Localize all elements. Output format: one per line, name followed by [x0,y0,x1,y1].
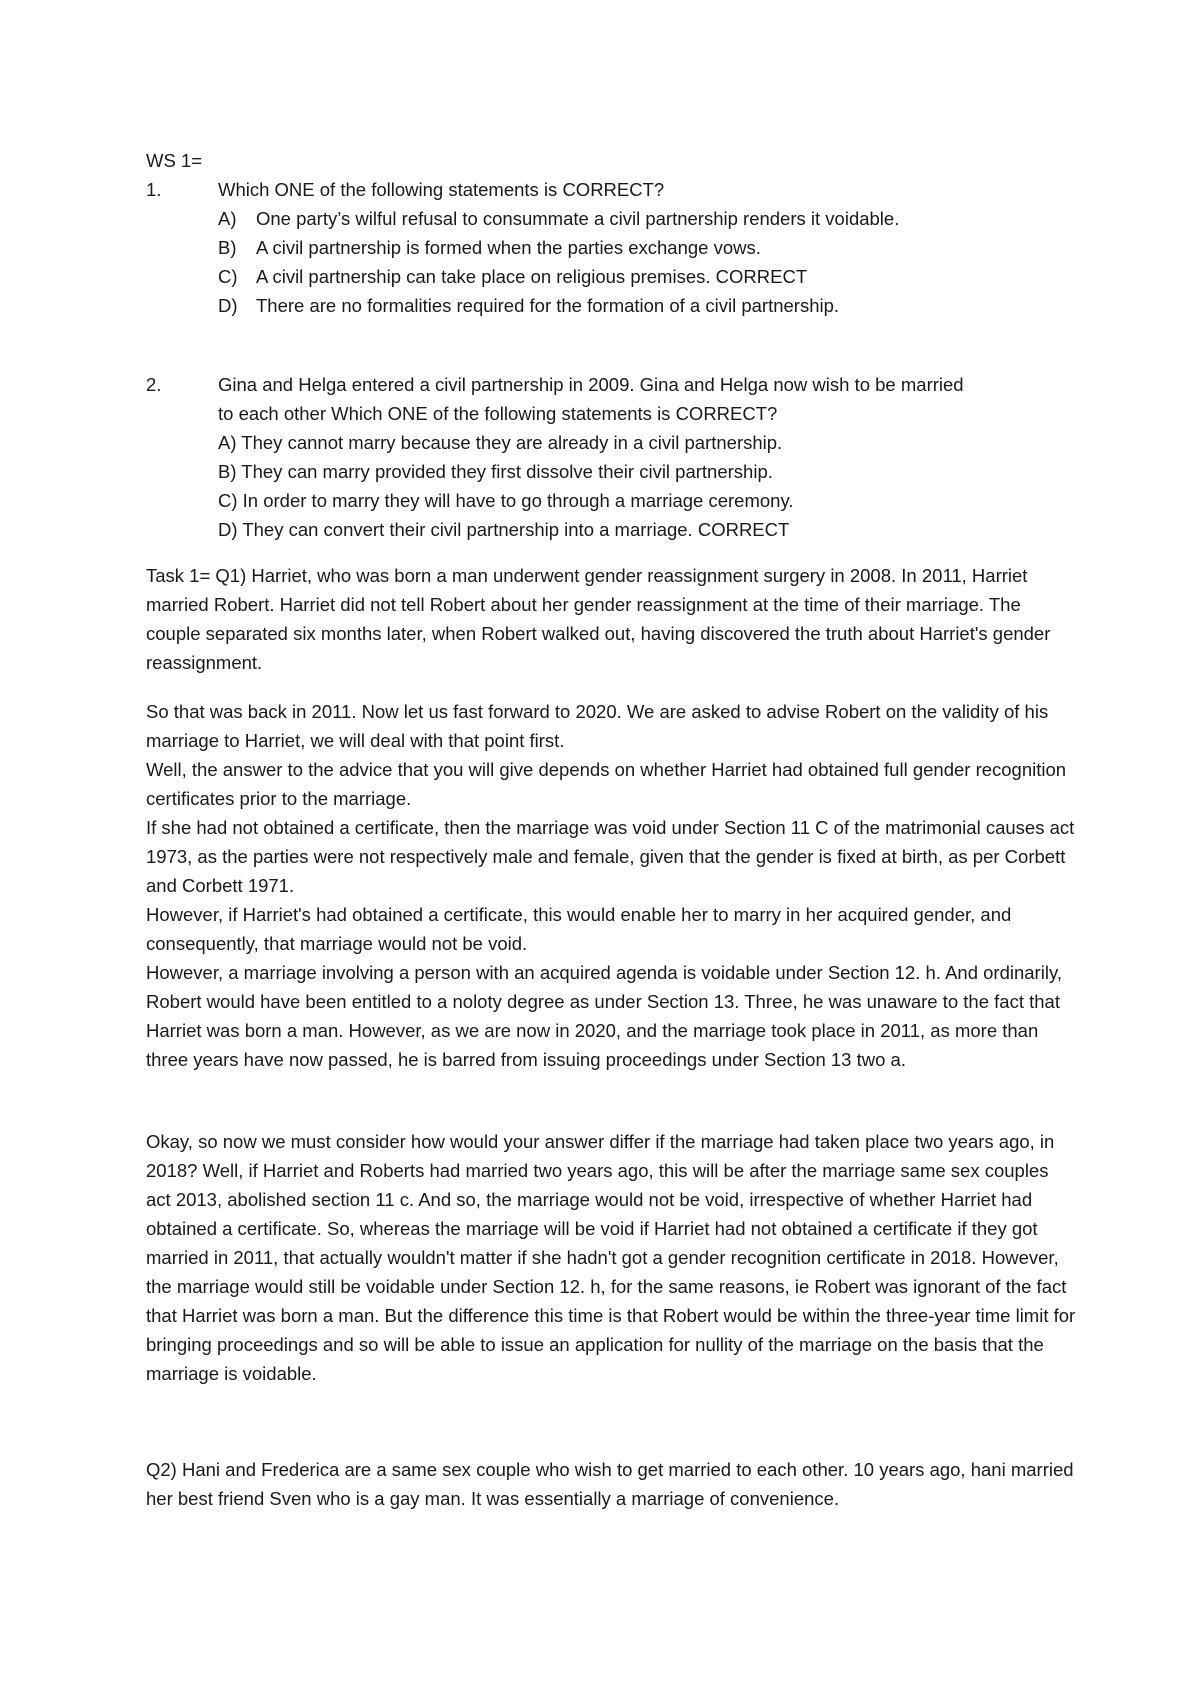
answer-option: D) They can convert their civil partnership into a marriage. CORRECT [218,519,790,540]
body-paragraph: So that was back in 2011. Now let us fast forward to 2020. We are asked to advise Robert on the validity of his marriage to Harriet, we will deal with that point first. [146,701,1049,751]
option-text: A civil partnership can take place on religious premises. CORRECT [256,266,808,287]
option-letter: C) [218,266,238,287]
question-number: 2. [146,374,162,395]
question-1 [146,175,1066,320]
body-paragraph: However, if Harriet's had obtained a certificate, this would enable her to marry in her acquired gender, and consequently, that marriage would not be void. [146,904,1012,954]
question-text-line-1: Gina and Helga entered a civil partnership in 2009. Gina and Helga now wish to be married [218,374,964,395]
body-paragraph: Okay, so now we must consider how would your answer differ if the marriage had taken place two years ago, in 2018? Well, if Harriet and Roberts had married two years ago, this will be after the marriage same sex couples act 2013, abolished section 11 c. And so, the marriage would not be void, irrespective of whether Harriet had obtained a certificate. So, whereas the marriage will be void if Harriet had not obtained a certificate if they got married in 2011, that actually wouldn't matter if she hadn't got a gender recognition certificate in 2018. However, the marriage would still be voidable under Section 12. h, for the same reasons, ie Robert was ignorant of the fact that Harriet was born a man. But the difference this time is that Robert would be within the three-year time limit for bringing proceedings and so will be able to issue an application for nullity of the marriage on the basis that the marriage is voidable. [146,1131,1076,1384]
body-paragraph: If she had not obtained a certificate, then the marriage was void under Section 11 C of the matrimonial causes act 1973, as the parties were not respectively male and female, given that the gender is fixed at birth, as per Corbett and Corbett 1971. [146,817,1075,896]
question-2 [146,370,1066,544]
question-number: 1. [146,179,162,200]
body-paragraph: Well, the answer to the advice that you will give depends on whether Harriet had obtained full gender recognition certificates prior to the marriage. [146,759,1067,809]
worksheet-heading: WS 1= [146,150,203,171]
question-text-line-2: to each other Which ONE of the following statements is CORRECT? [218,403,778,424]
option-text: There are no formalities required for the formation of a civil partnership. [256,295,840,316]
option-text: One party’s wilful refusal to consummate a civil partnership renders it voidable. [256,208,900,229]
answer-option: A) They cannot marry because they are already in a civil partnership. [218,432,783,453]
option-letter: A) [218,208,237,229]
option-text: A civil partnership is formed when the parties exchange vows. [256,237,761,258]
answer-option [146,291,1066,320]
body-paragraph: However, a marriage involving a person with an acquired agenda is voidable under Section 12. h. And ordinarily, Robert would have been entitled to a noloty degree as under Section 13. Three, he was unaware to the fact that Harriet was born a man. However, as we are now in 2020, and the marriage took place in 2011, as more than three years have now passed, he is barred from issuing proceedings under Section 13 two a. [146,962,1062,1070]
answer-option [146,262,1066,291]
answer-option: C) In order to marry they will have to go through a marriage ceremony. [218,490,794,511]
task-1-paragraph: Task 1= Q1) Harriet, who was born a man underwent gender reassignment surgery in 2008. In 2011, Harriet married Robert. Harriet did not tell Robert about her gender reassignment at the time of their marriage. The couple separated six months later, when Robert walked out, having discovered the truth about Harriet's gender reassignment. [146,565,1051,673]
question-2-paragraph: Q2) Hani and Frederica are a same sex couple who wish to get married to each other. 10 years ago, hani married her best friend Sven who is a gay man. It was essentially a marriage of convenience. [146,1459,1074,1509]
answer-option [146,233,1066,262]
option-letter: D) [218,295,238,316]
answer-option: B) They can marry provided they first dissolve their civil partnership. [218,461,773,482]
option-letter: B) [218,237,237,258]
answer-option [146,204,1066,233]
question-text: Which ONE of the following statements is CORRECT? [218,179,665,200]
